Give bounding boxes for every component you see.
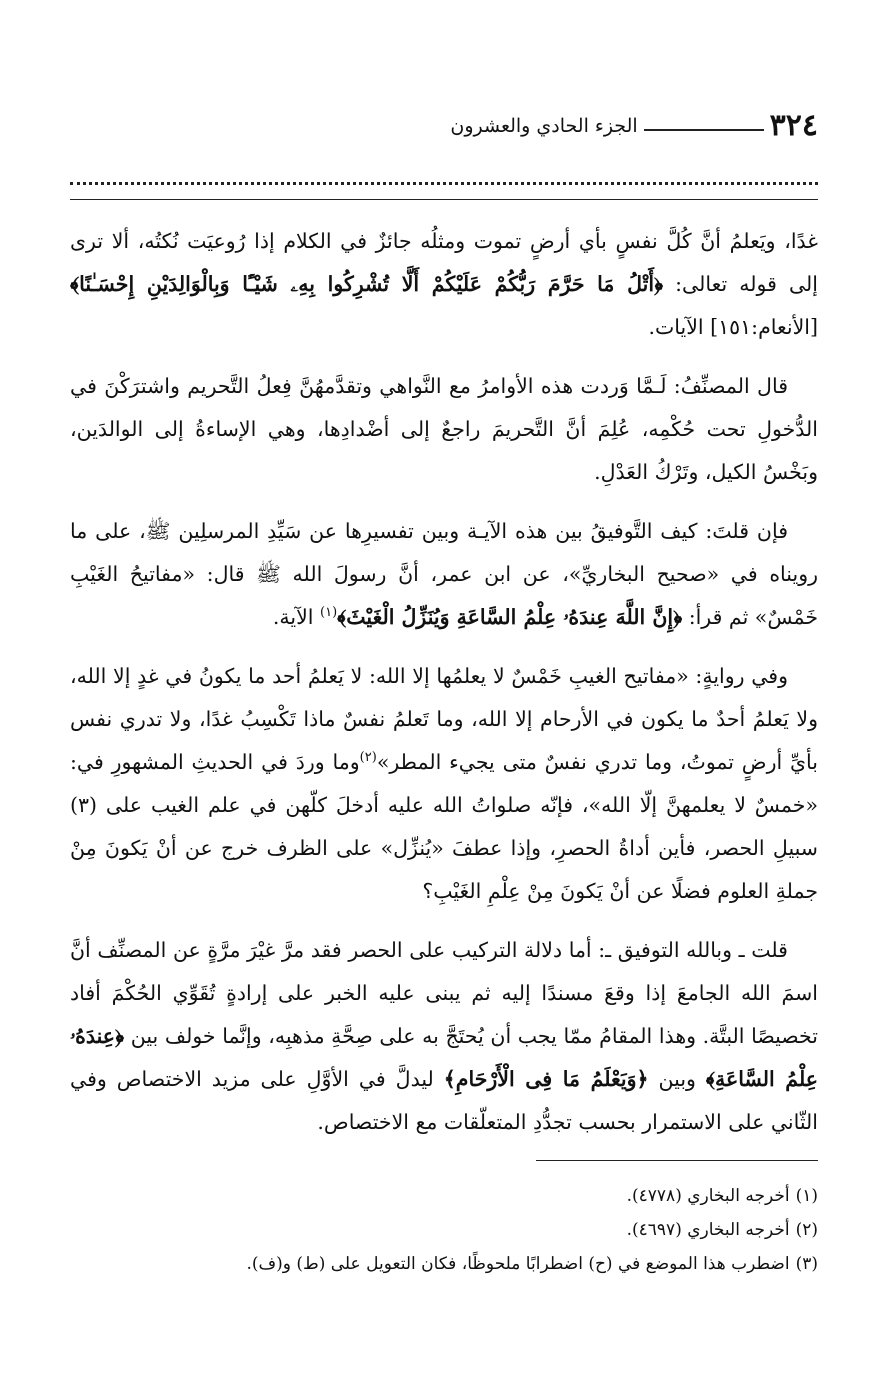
paragraph-5: قلت ـ وبالله التوفيق ـ: أما دلالة التركيب على الحصر فقد مرَّ غيْرَ مرَّةٍ عن المصنِّف أنَّ اسمَ الله الجامعَ إذا وقعَ مسندًا إليه ثم يبنى عليه الخبر على إرادةٍ تُقَوِّي الحُكْمَ أفاد تخصيصًا البتَّة. وهذا المقامُ ممّا يجب أن يُحتَجَّ به على صِحَّةِ مذهبِه، وإنَّما خولف بين ﴿عِندَهُۥ عِلْمُ السَّاعَةِ﴾ وبين ﴿وَيَعْلَمُ مَا فِى الْأَرْحَامِ﴾ ليدلَّ في الأوَّلِ على مزيد الاختصاص وفي الثّاني على الاستمرار بحسب تجدُّدِ المتعلّقات مع الاختصاص. [70,938,818,1134]
footnote-number: (٣) [795,1254,818,1274]
quran-verse: ﴿وَيَعْلَمُ مَا فِى الْأَرْحَامِ﴾ [443,1067,649,1091]
paragraph-3: فإن قلتَ: كيف التَّوفيقُ بين هذه الآيـة وبين تفسيرِها عن سَيِّدِ المرسلِين ﷺ، على ما رويناه في «صحيح البخاريِّ»، عن ابن عمر، أنَّ رسولَ الله ﷺ قال: «مفاتيحُ الغَيْبِ خَمْسٌ» ثم قرأ: ﴿إِنَّ اللَّهَ عِندَهُۥ عِلْمُ السَّاعَةِ وَيُنَزِّلُ الْغَيْثَ﴾$^{(١)}$ الآية. [70,519,818,629]
paragraph-1: غدًا، ويَعلمُ أنَّ كُلَّ نفسٍ بأي أرضٍ تموت ومثلُه جائزٌ في الكلام إذا رُوعيَت نُكتُه، ألا ترى إلى قوله تعالى: ﴿أَتْلُ مَا حَرَّمَ رَبُّكُمْ عَلَيْكُمْ أَلَّا تُشْرِكُوا بِهِۦ شَيْـًٔا وَبِالْوَالِدَيْنِ إِحْسَـٰنًا﴾ [الأنعام:١٥١] الآيات. [70,229,818,339]
quran-verse: ﴿عِندَهُۥ عِلْمُ السَّاعَةِ﴾ [70,1024,818,1091]
dotted-separator [70,182,818,185]
quran-verse: ﴿إِنَّ اللَّهَ عِندَهُۥ عِلْمُ السَّاعَةِ وَيُنَزِّلُ الْغَيْثَ﴾ [337,605,683,629]
body-text [70,220,818,1144]
footnote-text: اضطرب هذا الموضع في (ح) اضطرابًا ملحوظًا، فكان التعويل على (ط) و(ف). [246,1254,790,1274]
paragraph-4: وفي روايةٍ: «مفاتيح الغيبِ خَمْسٌ لا يعلمُها إلا الله: لا يَعلمُ أحد ما يكونُ في غدٍ إلا الله، ولا يَعلمُ أحدٌ ما يكون في الأرحام إلا الله، وما تَعلمُ نفسٌ ماذا تَكْسِبُ غدًا، ولا تدري نفس بأيِّ أرضٍ تموتُ، وما تدري نفسٌ متى يجيء المطر»$^{(٢)}$وما وردَ في الحديثِ المشهورِ في: «خمسٌ لا يعلمهنَّ إلّا الله»، فإنّه صلواتُ الله عليه أدخلَ كلّهن في علم الغيب على (٣) سبيلِ الحصر، فأين أداةُ الحصرِ، وإذا عطفَ «يُنزِّل» على الظرف خرج عن أنْ يَكونَ مِنْ جملةِ العلوم فضلًا عن أنْ يَكونَ مِنْ عِلْمِ الغَيْبِ؟ [70,664,819,903]
paragraph-2: قال المصنِّفُ: لَـمَّا وَردت هذه الأوامرُ مع النَّواهي وتقدَّمهُنَّ فِعلُ التَّحريم واشترَكْنَ في الدُّخولِ تحت حُكْمِه، عُلِمَ أنَّ التَّحريمَ راجعٌ إلى أضْدادِها، وهي الإساءةُ إلى الوالدَين، وبَخْسُ الكيل، وتَرْكُ العَدْلِ. [70,374,818,484]
footnotes [70,1179,818,1281]
footnote-separator [536,1160,818,1161]
footnote-text: أخرجه البخاري (٤٧٧٨). [626,1186,790,1206]
book-part-title: الجزء الحادي والعشرون [450,115,638,137]
page-number: ٣٢٤ [769,108,818,143]
running-header [70,108,818,144]
footnote-reference[interactable]: (١) [320,605,338,621]
footnote-1 [70,1179,818,1213]
footnote-reference[interactable]: (٢) [359,750,377,766]
footnote-number: (١) [795,1186,818,1206]
header-rule [644,129,764,131]
footnote-3 [70,1247,818,1281]
quran-verse: ﴿أَتْلُ مَا حَرَّمَ رَبُّكُمْ عَلَيْكُمْ أَلَّا تُشْرِكُوا بِهِۦ شَيْـًٔا وَبِالْوَالِدَيْنِ إِحْسَـٰنًا﴾ [70,272,664,296]
footnote-number: (٢) [795,1220,818,1240]
footnote-text: أخرجه البخاري (٤٦٩٧). [626,1220,790,1240]
book-page [70,108,818,1281]
footnote-2 [70,1213,818,1247]
solid-separator [70,199,818,200]
